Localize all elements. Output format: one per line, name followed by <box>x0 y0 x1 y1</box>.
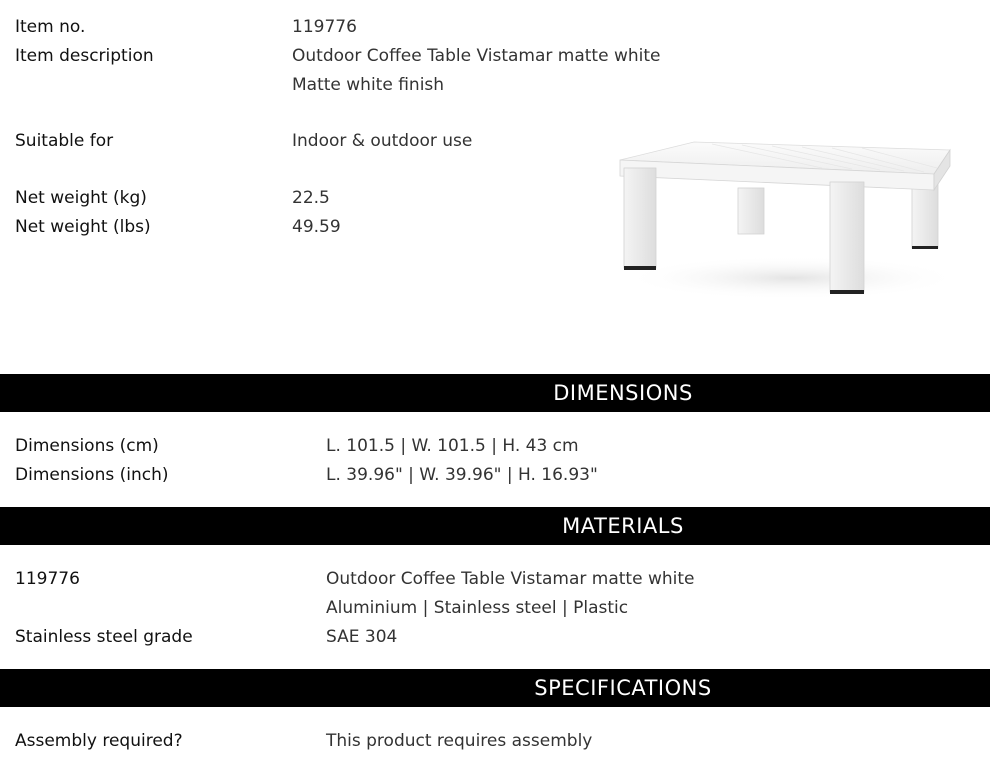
dimensions-inch-value: L. 39.96" | W. 39.96" | H. 16.93" <box>326 465 598 485</box>
assembly-value: This product requires assembly <box>326 731 593 751</box>
dimensions-cm-value: L. 101.5 | W. 101.5 | H. 43 cm <box>326 436 579 456</box>
materials-list-value: Aluminium | Stainless steel | Plastic <box>326 598 629 618</box>
net-weight-lbs-value: 49.59 <box>292 217 341 237</box>
dimensions-inch-label: Dimensions (inch) <box>15 465 169 485</box>
materials-title: MATERIALS <box>562 514 684 538</box>
dimensions-header-bar <box>0 374 990 412</box>
net-weight-kg-value: 22.5 <box>292 188 330 208</box>
item-description-label: Item description <box>15 46 154 66</box>
materials-item-value: Outdoor Coffee Table Vistamar matte white <box>326 569 695 589</box>
item-no-label: Item no. <box>15 17 86 37</box>
dimensions-title: DIMENSIONS <box>553 381 693 405</box>
suitable-for-label: Suitable for <box>15 131 114 151</box>
specifications-header-bar <box>0 669 990 707</box>
net-weight-lbs-label: Net weight (lbs) <box>15 217 151 237</box>
net-weight-kg-label: Net weight (kg) <box>15 188 147 208</box>
materials-item-label: 119776 <box>15 569 80 589</box>
assembly-label: Assembly required? <box>15 731 183 751</box>
steel-grade-value: SAE 304 <box>326 627 398 647</box>
dimensions-cm-label: Dimensions (cm) <box>15 436 159 456</box>
coffee-table-image <box>612 138 957 306</box>
item-finish-value: Matte white finish <box>292 75 445 95</box>
item-description-value: Outdoor Coffee Table Vistamar matte white <box>292 46 661 66</box>
materials-header-bar <box>0 507 990 545</box>
item-no-value: 119776 <box>292 17 357 37</box>
specifications-title: SPECIFICATIONS <box>534 676 712 700</box>
steel-grade-label: Stainless steel grade <box>15 627 193 647</box>
suitable-for-value: Indoor & outdoor use <box>292 131 473 151</box>
